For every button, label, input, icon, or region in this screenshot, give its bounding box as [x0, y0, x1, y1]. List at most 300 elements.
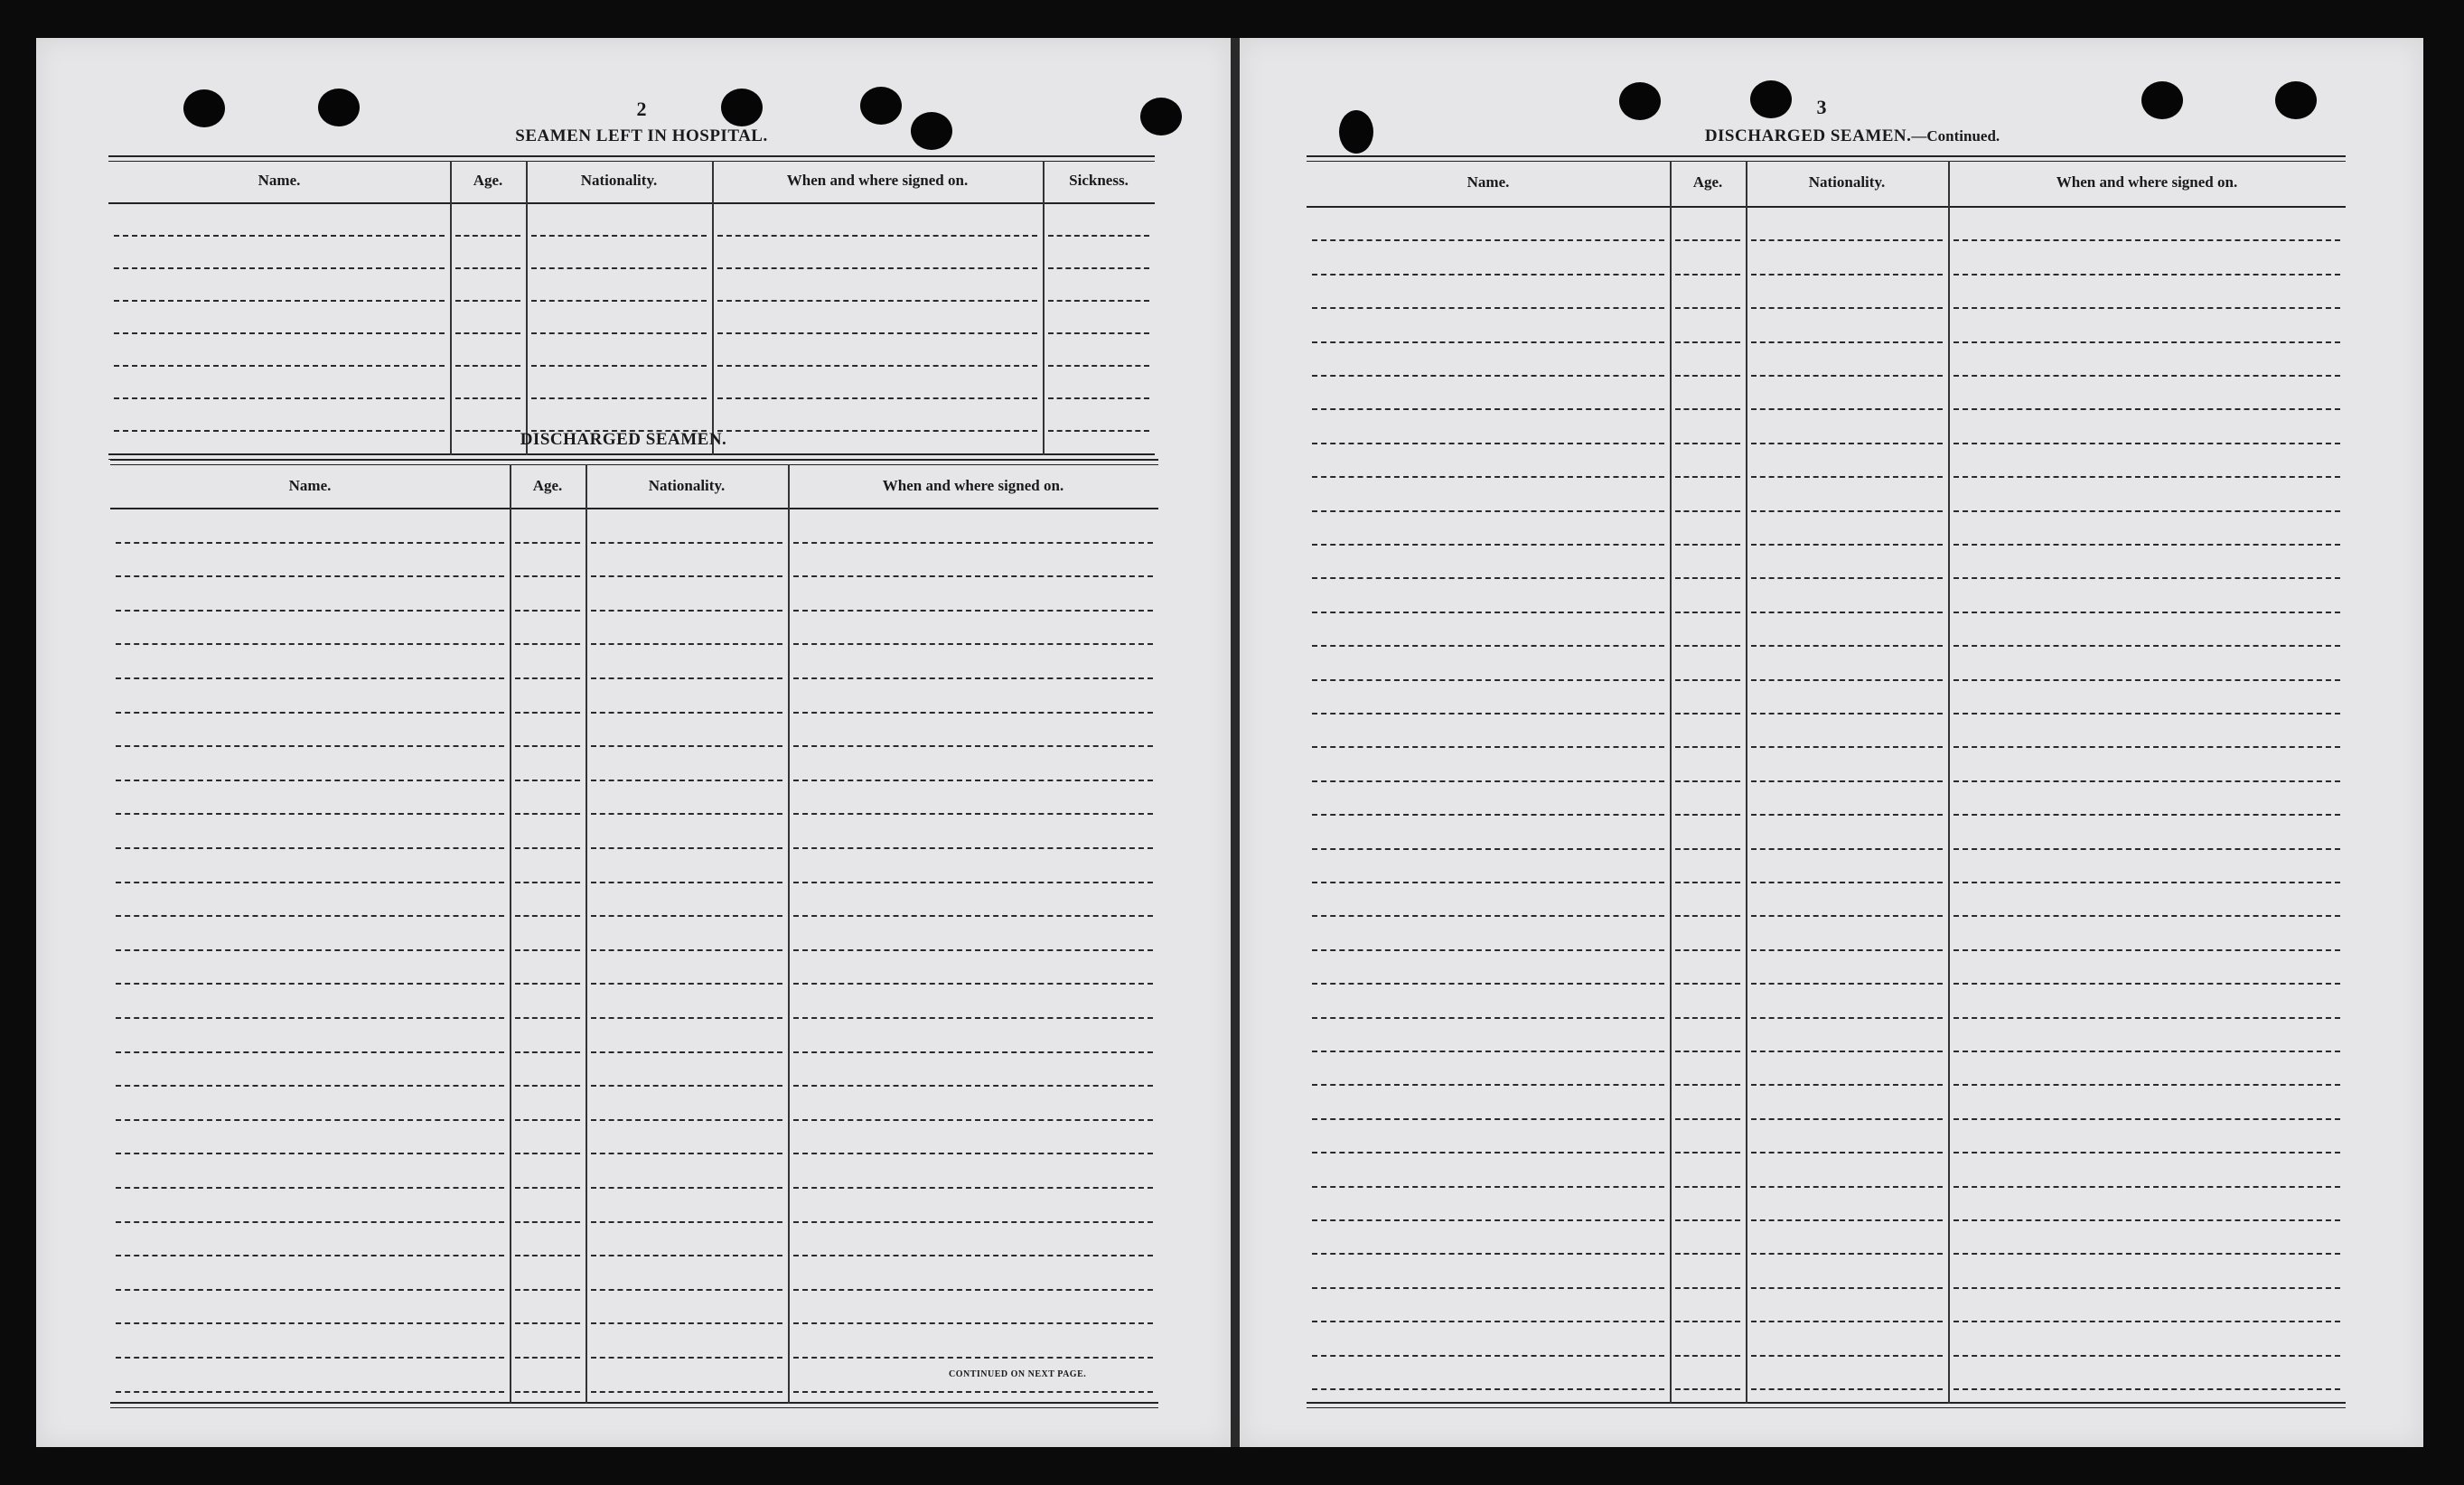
entry-line [1312, 476, 1664, 478]
entry-line [116, 1322, 504, 1324]
entry-line [1953, 577, 2340, 579]
entry-line [591, 1017, 782, 1019]
entry-line [1312, 848, 1664, 850]
entry-line [116, 847, 504, 849]
entry-line [1953, 679, 2340, 681]
entry-line [1751, 713, 1943, 714]
entry-line [591, 780, 782, 781]
entry-line [1312, 713, 1664, 714]
entry-line [1953, 1388, 2340, 1390]
entry-line [793, 780, 1153, 781]
entry-line [515, 1357, 580, 1359]
entry-line [1751, 274, 1943, 276]
entry-line [1953, 1017, 2340, 1019]
entry-line [1751, 1388, 1943, 1390]
entry-line [1675, 612, 1740, 613]
entry-line [1953, 814, 2340, 816]
entry-line [116, 745, 504, 747]
continued-note: CONTINUED ON NEXT PAGE. [949, 1369, 1087, 1379]
entry-line [1312, 239, 1664, 241]
punch-hole-icon [2141, 81, 2183, 119]
entry-line [515, 712, 580, 714]
entry-line [1953, 1118, 2340, 1120]
entry-line [531, 365, 707, 367]
punch-hole-icon [1619, 82, 1661, 120]
entry-line [793, 643, 1153, 645]
entry-line [1953, 746, 2340, 748]
entry-line [1312, 1084, 1664, 1086]
punch-hole-icon [860, 87, 902, 125]
column-header: Name. [288, 477, 332, 494]
entry-line [531, 235, 707, 237]
entry-line [1312, 612, 1664, 613]
entry-line [1675, 1253, 1740, 1255]
entry-line [116, 1391, 504, 1393]
entry-line [515, 677, 580, 679]
entry-line [1312, 1287, 1664, 1289]
header-rule [108, 202, 1155, 204]
entry-line [1751, 1287, 1943, 1289]
entry-line [1953, 274, 2340, 276]
entry-line [1953, 1287, 2340, 1289]
column-header: When and where signed on. [2056, 173, 2238, 191]
entry-line [1675, 713, 1740, 714]
entry-line [531, 300, 707, 302]
entry-line [1751, 780, 1943, 782]
entry-line [116, 1255, 504, 1256]
entry-line [515, 949, 580, 951]
entry-line [1953, 408, 2340, 410]
entry-line [1312, 1321, 1664, 1322]
entry-line [793, 1153, 1153, 1154]
entry-line [116, 1289, 504, 1291]
entry-line [1953, 341, 2340, 343]
entry-line [1675, 1321, 1740, 1322]
entry-line [116, 575, 504, 577]
entry-line [591, 1119, 782, 1121]
entry-line [793, 542, 1153, 544]
entry-line [793, 1255, 1153, 1256]
entry-line [1048, 235, 1149, 237]
entry-line [515, 915, 580, 917]
page-number: 2 [636, 98, 647, 120]
entry-line [1751, 882, 1943, 883]
entry-line [1953, 780, 2340, 782]
entry-line [1312, 645, 1664, 647]
entry-line [515, 1391, 580, 1393]
entry-line [591, 1051, 782, 1053]
entry-line [793, 882, 1153, 883]
entry-line [1048, 430, 1149, 432]
entry-line [1675, 577, 1740, 579]
entry-line [1675, 1219, 1740, 1221]
entry-line [1312, 510, 1664, 512]
entry-line [793, 610, 1153, 612]
entry-line [116, 1153, 504, 1154]
section-title-text: DISCHARGED SEAMEN. [1704, 126, 1912, 145]
column-header: Nationality. [580, 172, 658, 189]
column-separator [526, 161, 528, 455]
entry-line [116, 610, 504, 612]
entry-line [1675, 645, 1740, 647]
entry-line [114, 267, 445, 269]
table-bottom-rule [1307, 1402, 2346, 1408]
entry-line [1675, 1017, 1740, 1019]
entry-line [1953, 476, 2340, 478]
entry-line [116, 983, 504, 985]
entry-line [116, 949, 504, 951]
entry-line [1675, 1355, 1740, 1357]
entry-line [116, 542, 504, 544]
column-separator [450, 161, 452, 455]
entry-line [1751, 443, 1943, 444]
table-top-rule [108, 155, 1155, 162]
entry-line [1751, 1051, 1943, 1052]
entry-line [717, 235, 1037, 237]
entry-line [515, 575, 580, 577]
entry-line [116, 1017, 504, 1019]
entry-line [1751, 544, 1943, 546]
entry-line [1675, 780, 1740, 782]
entry-line [1675, 949, 1740, 951]
column-header: Name. [258, 172, 301, 189]
column-separator [712, 161, 714, 455]
column-header: When and where signed on. [882, 477, 1064, 494]
entry-line [591, 1221, 782, 1223]
entry-line [114, 332, 445, 334]
entry-line [1751, 1017, 1943, 1019]
entry-line [717, 397, 1037, 399]
header-rule [110, 508, 1158, 509]
entry-line [1953, 1186, 2340, 1188]
entry-line [1953, 713, 2340, 714]
entry-line [717, 267, 1037, 269]
entry-line [1675, 375, 1740, 377]
entry-line [591, 745, 782, 747]
entry-line [1675, 1287, 1740, 1289]
column-separator [586, 464, 587, 1404]
entry-line [793, 712, 1153, 714]
entry-line [1953, 375, 2340, 377]
column-header: Age. [532, 477, 563, 494]
entry-line [717, 332, 1037, 334]
entry-line [1751, 476, 1943, 478]
entry-line [1953, 915, 2340, 917]
entry-line [1751, 1253, 1943, 1255]
entry-line [793, 813, 1153, 815]
entry-line [1675, 1388, 1740, 1390]
column-header: Nationality. [1808, 173, 1886, 191]
entry-line [515, 1017, 580, 1019]
entry-line [116, 813, 504, 815]
table-bottom-rule [110, 1402, 1158, 1408]
entry-line [1312, 1355, 1664, 1357]
section-title-suffix: —Continued. [1911, 127, 2000, 145]
entry-line [1675, 679, 1740, 681]
table-top-rule [1307, 155, 2346, 162]
entry-line [1751, 645, 1943, 647]
entry-line [515, 1187, 580, 1189]
entry-line [515, 1255, 580, 1256]
section-title-discharged: DISCHARGED SEAMEN. [520, 430, 727, 449]
entry-line [1751, 1186, 1943, 1188]
entry-line [793, 1221, 1153, 1223]
column-separator [1746, 161, 1747, 1404]
entry-line [455, 267, 520, 269]
entry-line [116, 780, 504, 781]
entry-line [591, 712, 782, 714]
entry-line [116, 1085, 504, 1087]
entry-line [1751, 1321, 1943, 1322]
entry-line [1675, 1051, 1740, 1052]
entry-line [116, 677, 504, 679]
column-separator [510, 464, 511, 1404]
entry-line [1048, 300, 1149, 302]
entry-line [1751, 612, 1943, 613]
entry-line [1675, 882, 1740, 883]
entry-line [591, 1085, 782, 1087]
entry-line [591, 1255, 782, 1256]
entry-line [114, 430, 445, 432]
section-title-hospital: SEAMEN LEFT IN HOSPITAL. [515, 126, 768, 145]
entry-line [1675, 544, 1740, 546]
entry-line [1751, 1152, 1943, 1153]
entry-line [114, 235, 445, 237]
entry-line [515, 813, 580, 815]
entry-line [1953, 1355, 2340, 1357]
entry-line [1675, 1186, 1740, 1188]
entry-line [591, 643, 782, 645]
entry-line [591, 1391, 782, 1393]
entry-line [793, 575, 1153, 577]
entry-line [515, 745, 580, 747]
table-top-rule [110, 459, 1158, 465]
entry-line [455, 235, 520, 237]
entry-line [1953, 848, 2340, 850]
punch-hole-icon [911, 112, 952, 150]
column-separator [1043, 161, 1045, 455]
section-title-discharged-continued [1663, 126, 2042, 146]
entry-line [1312, 577, 1664, 579]
entry-line [1675, 239, 1740, 241]
entry-line [1675, 408, 1740, 410]
entry-line [1675, 1084, 1740, 1086]
entry-line [515, 780, 580, 781]
punch-hole-icon [721, 89, 763, 126]
punch-hole-icon [318, 89, 360, 126]
entry-line [1675, 915, 1740, 917]
entry-line [116, 882, 504, 883]
page-number: 3 [1816, 96, 1827, 118]
entry-line [1675, 443, 1740, 444]
entry-line [1675, 274, 1740, 276]
entry-line [116, 915, 504, 917]
entry-line [591, 1322, 782, 1324]
entry-line [1953, 443, 2340, 444]
entry-line [515, 1153, 580, 1154]
entry-line [1312, 443, 1664, 444]
entry-line [1312, 1152, 1664, 1153]
entry-line [1312, 1118, 1664, 1120]
entry-line [1048, 332, 1149, 334]
entry-line [1312, 1051, 1664, 1052]
entry-line [1312, 341, 1664, 343]
entry-line [591, 575, 782, 577]
entry-line [1751, 239, 1943, 241]
entry-line [116, 1357, 504, 1359]
entry-line [717, 365, 1037, 367]
entry-line [1751, 746, 1943, 748]
entry-line [1312, 1017, 1664, 1019]
entry-line [1953, 239, 2340, 241]
punch-hole-icon [1339, 110, 1373, 154]
entry-line [114, 300, 445, 302]
entry-line [1953, 1253, 2340, 1255]
column-header: Name. [1466, 173, 1510, 191]
entry-line [793, 677, 1153, 679]
entry-line [515, 1221, 580, 1223]
entry-line [1751, 510, 1943, 512]
entry-line [1751, 1084, 1943, 1086]
entry-line [1048, 365, 1149, 367]
entry-line [515, 847, 580, 849]
entry-line [1312, 814, 1664, 816]
entry-line [1953, 1219, 2340, 1221]
entry-line [793, 1017, 1153, 1019]
entry-line [1675, 476, 1740, 478]
entry-line [1751, 983, 1943, 985]
entry-line [717, 300, 1037, 302]
entry-line [116, 712, 504, 714]
entry-line [1312, 915, 1664, 917]
entry-line [515, 1119, 580, 1121]
entry-line [1312, 1388, 1664, 1390]
entry-line [591, 847, 782, 849]
entry-line [591, 882, 782, 883]
entry-line [591, 677, 782, 679]
entry-line [1751, 307, 1943, 309]
entry-line [793, 1322, 1153, 1324]
entry-line [515, 1085, 580, 1087]
entry-line [515, 643, 580, 645]
entry-line [591, 1357, 782, 1359]
entry-line [1751, 949, 1943, 951]
book-gutter [1231, 38, 1240, 1447]
column-header: When and where signed on. [786, 172, 969, 189]
entry-line [455, 397, 520, 399]
entry-line [793, 983, 1153, 985]
entry-line [1312, 882, 1664, 883]
entry-line [793, 1289, 1153, 1291]
entry-line [515, 882, 580, 883]
entry-line [1675, 510, 1740, 512]
entry-line [1953, 1084, 2340, 1086]
entry-line [1751, 408, 1943, 410]
entry-line [793, 949, 1153, 951]
punch-hole-icon [1750, 80, 1792, 118]
entry-line [1751, 577, 1943, 579]
entry-line [1312, 746, 1664, 748]
entry-line [455, 300, 520, 302]
entry-line [1953, 1051, 2340, 1052]
punch-hole-icon [183, 89, 225, 127]
entry-line [1312, 983, 1664, 985]
entry-line [1953, 949, 2340, 951]
column-header: Sickness. [1069, 172, 1129, 189]
right-page [1240, 38, 2423, 1447]
entry-line [1048, 397, 1149, 399]
entry-line [1675, 983, 1740, 985]
entry-line [1675, 341, 1740, 343]
entry-line [1675, 848, 1740, 850]
column-header: Age. [1692, 173, 1723, 191]
entry-line [116, 1051, 504, 1053]
entry-line [1675, 307, 1740, 309]
entry-line [1312, 1186, 1664, 1188]
punch-hole-icon [1140, 98, 1182, 135]
entry-line [591, 813, 782, 815]
entry-line [591, 610, 782, 612]
entry-line [1675, 1152, 1740, 1153]
column-separator [1948, 161, 1950, 1404]
entry-line [1312, 307, 1664, 309]
entry-line [1312, 1253, 1664, 1255]
left-page [36, 38, 1231, 1447]
entry-line [531, 267, 707, 269]
entry-line [1953, 307, 2340, 309]
entry-line [1048, 267, 1149, 269]
entry-line [591, 915, 782, 917]
discharged-table [110, 459, 1158, 1407]
entry-line [515, 542, 580, 544]
entry-line [114, 365, 445, 367]
entry-line [1312, 375, 1664, 377]
column-separator [1670, 161, 1672, 1404]
entry-line [116, 643, 504, 645]
entry-line [793, 1051, 1153, 1053]
entry-line [1312, 780, 1664, 782]
entry-line [1953, 983, 2340, 985]
entry-line [1751, 1118, 1943, 1120]
entry-line [793, 915, 1153, 917]
entry-line [531, 332, 707, 334]
entry-line [1751, 814, 1943, 816]
entry-line [531, 397, 707, 399]
column-separator [788, 464, 790, 1404]
entry-line [591, 1153, 782, 1154]
entry-line [515, 610, 580, 612]
entry-line [1751, 848, 1943, 850]
entry-line [793, 1391, 1153, 1393]
entry-line [1953, 510, 2340, 512]
entry-line [1751, 375, 1943, 377]
entry-line [1312, 949, 1664, 951]
entry-line [793, 1357, 1153, 1359]
discharged-continued-table [1307, 155, 2346, 1407]
entry-line [1953, 645, 2340, 647]
entry-line [1675, 746, 1740, 748]
entry-line [591, 1289, 782, 1291]
entry-line [1751, 915, 1943, 917]
entry-line [1312, 679, 1664, 681]
entry-line [1751, 341, 1943, 343]
entry-line [515, 983, 580, 985]
hospital-table [108, 155, 1155, 459]
entry-line [1953, 612, 2340, 613]
entry-line [1312, 1219, 1664, 1221]
entry-line [116, 1119, 504, 1121]
entry-line [1751, 1219, 1943, 1221]
